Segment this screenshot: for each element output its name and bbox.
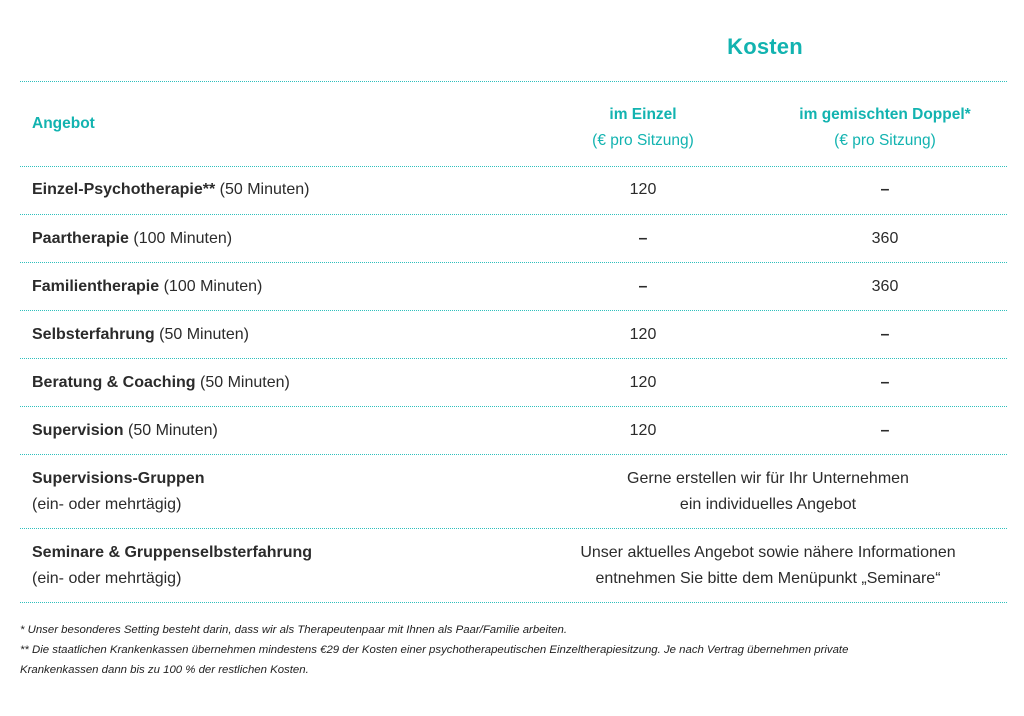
divider: [20, 214, 1007, 215]
row-name: Familientherapie: [32, 278, 160, 295]
table-title: [20, 34, 1007, 60]
title-text: Kosten: [727, 34, 803, 59]
row-detail: (50 Minuten): [123, 422, 218, 439]
header-einzel-title: im Einzel: [609, 106, 677, 123]
divider: [20, 358, 1007, 359]
header-doppel-unit: (€ pro Sitzung): [834, 132, 936, 149]
header-doppel-title: im gemischten Doppel*: [799, 106, 971, 123]
row-detail: (ein- oder mehrtägig): [32, 496, 182, 513]
row-info-line: ein individuelles Angebot: [679, 496, 857, 513]
row-einzel-price: 120: [629, 422, 657, 439]
row-info-line: Gerne erstellen wir für Ihr Unternehmen: [627, 470, 909, 487]
divider: [20, 166, 1007, 167]
divider: [20, 602, 1007, 603]
header-row: [20, 100, 1007, 160]
row-einzel-price: 120: [629, 374, 657, 391]
row-info-line: entnehmen Sie bitte dem Menüpunkt „Seminare“: [595, 570, 941, 587]
row-name: Seminare & Gruppenselbsterfahrung: [32, 544, 313, 561]
row-doppel-price: –: [880, 374, 890, 391]
row-einzel-price: 120: [629, 181, 657, 198]
row-name: Selbsterfahrung: [32, 326, 155, 343]
divider: [20, 528, 1007, 529]
row-doppel-price: 360: [871, 230, 899, 247]
row-detail: (ein- oder mehrtägig): [32, 570, 182, 587]
row-info-line: Unser aktuelles Angebot sowie nähere Informationen: [580, 544, 956, 561]
row-doppel-price: 360: [871, 278, 899, 295]
row-detail: (100 Minuten): [128, 230, 233, 247]
row-detail: (100 Minuten): [159, 278, 263, 295]
row-detail: (50 Minuten): [195, 374, 290, 391]
row-info-text: [533, 540, 1003, 592]
row-doppel-price: –: [880, 326, 890, 343]
footnotes: [20, 620, 1010, 680]
row-info-text: [533, 466, 1003, 518]
row-detail: (50 Minuten): [154, 326, 249, 343]
divider: [20, 406, 1007, 407]
footnote-1: * Unser besonderes Setting besteht darin, dass wir als Therapeutenpaar mit Ihnen als Paar/Familie arbeiten.: [20, 624, 568, 636]
row-einzel-price: 120: [629, 326, 657, 343]
row-name: Einzel-Psychotherapie**: [32, 181, 216, 198]
row-einzel-price: –: [638, 278, 648, 295]
divider: [20, 81, 1007, 82]
divider: [20, 454, 1007, 455]
footnote-2-line1: ** Die staatlichen Krankenkassen übernehmen mindestens €29 der Kosten einer psychotherapeutischen Einzeltherapiesitzung. Je nach Vertrag übernehmen private: [20, 644, 849, 656]
row-name: Beratung & Coaching: [32, 374, 196, 391]
row-einzel-price: –: [638, 230, 648, 247]
header-einzel-unit: (€ pro Sitzung): [592, 132, 694, 149]
divider: [20, 262, 1007, 263]
footnote-2-line2: Krankenkassen dann bis zu 100 % der restlichen Kosten.: [20, 664, 309, 676]
row-doppel-price: –: [880, 422, 890, 439]
header-angebot: Angebot: [32, 115, 95, 132]
row-name: Paartherapie: [32, 230, 129, 247]
divider: [20, 310, 1007, 311]
row-detail: (50 Minuten): [215, 181, 310, 198]
header-doppel: [780, 102, 990, 154]
row-doppel-price: –: [880, 181, 890, 198]
row-name: Supervisions-Gruppen: [32, 470, 205, 487]
header-einzel: [543, 102, 743, 154]
row-name: Supervision: [32, 422, 124, 439]
